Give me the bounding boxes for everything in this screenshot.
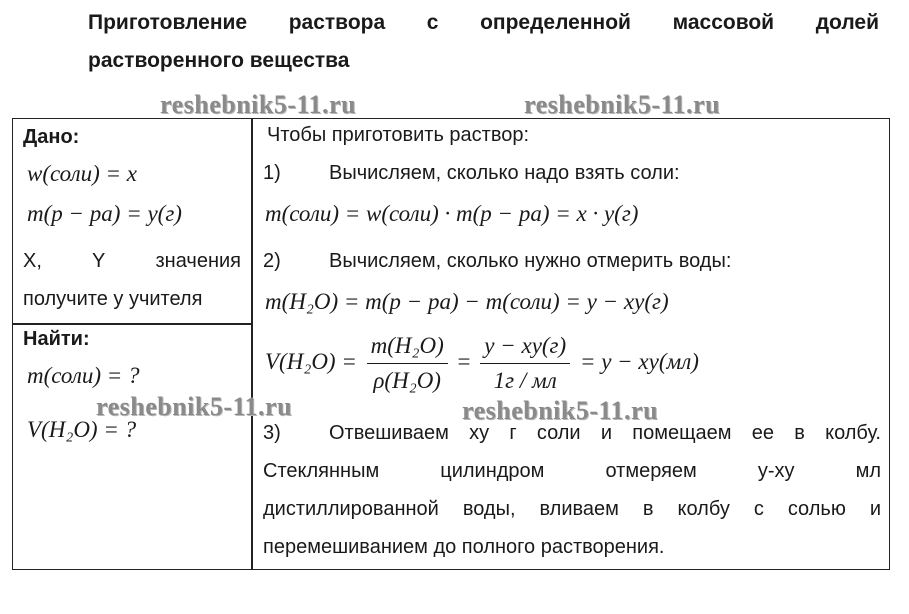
document-title — [88, 4, 879, 80]
fraction-value-over-density — [480, 331, 570, 396]
watermark: reshebnik5-11.ru — [524, 90, 721, 119]
equals-sign: = — [457, 348, 471, 374]
fraction-denominator: 1г / мл — [493, 368, 557, 393]
step-2-formula-volume — [265, 331, 699, 396]
step-2-formula-mass: m(H₂O) = m(p − pa) − m(соли) = y − xy(г) — [265, 289, 669, 314]
watermark: reshebnik5-11.ru — [96, 392, 293, 421]
solution-table — [12, 118, 890, 570]
find-heading: Найти: — [23, 328, 90, 350]
volume-lhs: V(H₂O) = — [265, 348, 357, 374]
step-3-line-2: Стеклянным цилиндром отмеряем у-ху мл — [263, 460, 881, 482]
title-line-2: растворенного вещества — [88, 49, 350, 72]
step-1-formula: m(соли) = w(соли) · m(p − pa) = x · y(г) — [265, 201, 639, 226]
given-note-line-2: получите у учителя — [23, 288, 203, 310]
find-equation-2: V(H₂O) = ? — [27, 417, 137, 442]
title-line-1: Приготовление раствора с определенной массовой долей — [88, 11, 879, 34]
step-1-number: 1) — [263, 162, 281, 184]
given-note-line-1: X, Y значения — [23, 250, 241, 272]
step-1-text: Вычисляем, сколько надо взять соли: — [329, 162, 680, 184]
step-3-line-4: перемешиванием до полного растворения. — [263, 536, 665, 558]
fraction-numerator: y − xy(г) — [480, 331, 570, 364]
step-3-line-3: дистиллированной воды, вливаем в колбу с солью и — [263, 498, 881, 520]
step-2-number: 2) — [263, 250, 281, 272]
solution-intro: Чтобы приготовить раствор: — [267, 124, 530, 146]
find-equation-1: m(соли) = ? — [27, 363, 140, 388]
given-equation-1: w(соли) = x — [27, 161, 137, 186]
fraction-denominator: ρ(H₂O) — [373, 368, 441, 393]
watermark: reshebnik5-11.ru — [160, 90, 357, 119]
column-divider — [251, 119, 253, 569]
given-equation-2: m(p − pa) = y(г) — [27, 201, 182, 226]
fraction-mass-over-density — [367, 331, 448, 396]
fraction-numerator: m(H₂O) — [367, 331, 448, 364]
step-3-line-1: Отвешиваем ху г соли и помещаем ее в колбу. — [329, 422, 881, 444]
watermark: reshebnik5-11.ru — [462, 396, 659, 425]
volume-result: = y − xy(мл) — [579, 348, 699, 374]
row-divider — [13, 323, 251, 325]
given-heading: Дано: — [23, 126, 80, 148]
step-3-number: 3) — [263, 422, 281, 444]
step-2-text: Вычисляем, сколько нужно отмерить воды: — [329, 250, 732, 272]
